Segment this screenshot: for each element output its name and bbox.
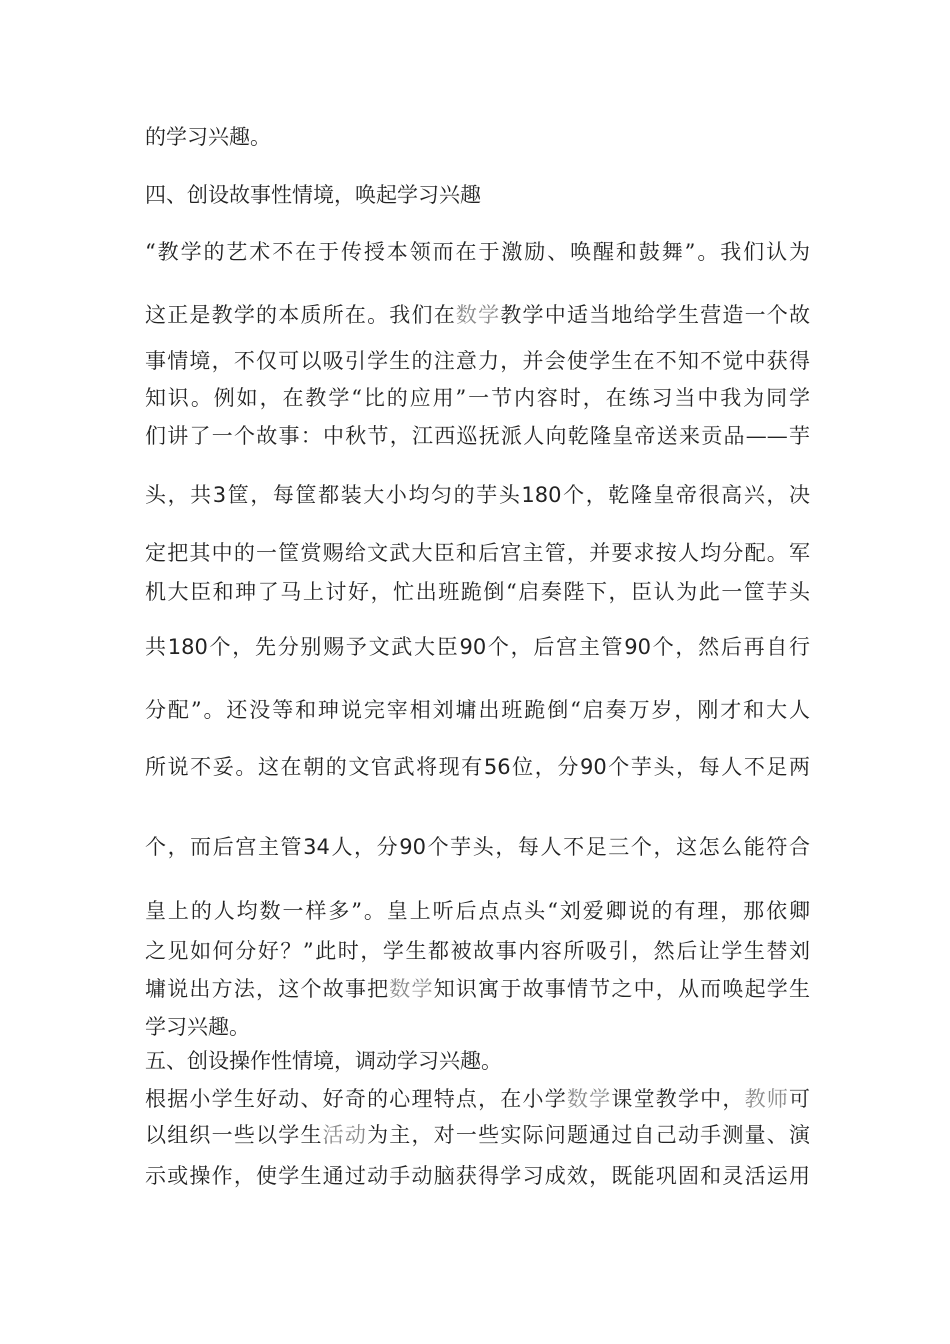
text-segment: 机大臣和珅了马上讨好，忙出班跪倒“启奏陛下，臣认为此一筐芋头 <box>145 580 810 604</box>
text-segment: 皇上的人均数一样多”。皇上听后点点头“刘爱卿说的有理，那依卿 <box>145 899 810 923</box>
text-segment: 知识。例如，在教学“比的应用”一节内容时，在练习当中我为同学 <box>145 386 810 410</box>
text-line <box>145 632 810 662</box>
text-segment: 个，后宫主管 <box>486 635 625 659</box>
text-line <box>145 974 810 1004</box>
text-segment: 个芋头，每人不足两 <box>606 755 811 779</box>
text-line <box>145 695 810 725</box>
text-segment: 学习兴趣。 <box>145 1015 250 1039</box>
text-segment: 为主，对一些实际问题通过自己动手测量、演 <box>367 1123 811 1147</box>
text-line <box>145 300 810 330</box>
number-text: 90 <box>399 835 426 859</box>
text-segment: 共 <box>145 635 168 659</box>
text-segment: 这正是教学的本质所在。我们在 <box>145 303 456 327</box>
text-line <box>145 122 810 152</box>
number-text: 3 <box>212 483 227 507</box>
text-segment: 所说不妥。这在朝的文官武将现有 <box>145 755 484 779</box>
text-segment: 墉说出方法，这个故事把 <box>145 977 390 1001</box>
text-line <box>145 1012 810 1042</box>
text-line <box>145 421 810 451</box>
text-segment: 个，先分别赐予文武大臣 <box>207 635 460 659</box>
text-segment: 个，然后再自行 <box>650 635 811 659</box>
keyword-link[interactable]: 数学 <box>389 977 434 1001</box>
text-segment: 事情境，不仅可以吸引学生的注意力，并会使学生在不知不觉中获得 <box>145 349 810 373</box>
text-line <box>145 480 810 510</box>
text-line <box>145 237 810 267</box>
text-segment: 定把其中的一筐赏赐给文武大臣和后宫主管，并要求按人均分配。军 <box>145 541 810 565</box>
number-text: 90 <box>624 635 651 659</box>
text-segment: 位，分 <box>510 755 580 779</box>
text-line <box>145 832 810 862</box>
text-segment: 个，乾隆皇帝很高兴，决 <box>561 483 811 507</box>
text-segment: 个芋头，每人不足三个，这怎么能符合 <box>425 835 811 859</box>
text-segment: 们讲了一个故事：中秋节，江西巡抚派人向乾隆皇帝送来贡品——芋 <box>145 424 810 448</box>
text-segment: 人，分 <box>329 835 400 859</box>
keyword-link[interactable]: 活动 <box>322 1123 368 1147</box>
text-line <box>145 1161 810 1191</box>
text-line <box>145 1046 810 1076</box>
text-segment: 根据小学生好动、好奇的心理特点，在小学 <box>145 1087 567 1111</box>
text-segment: “教学的艺术不在于传授本领而在于激励、唤醒和鼓舞”。我们认为 <box>145 240 810 264</box>
keyword-link[interactable]: 数学 <box>566 1087 612 1111</box>
text-segment: 知识寓于故事情节之中，从而唤起学生 <box>433 977 811 1001</box>
text-segment: 四、创设故事性情境，唤起学习兴趣 <box>145 183 481 207</box>
text-segment: 之见如何分好？”此时，学生都被故事内容所吸引，然后让学生替刘 <box>145 939 810 963</box>
text-line <box>145 896 810 926</box>
number-text: 90 <box>459 635 487 659</box>
text-segment: 以组织一些以学生 <box>145 1123 323 1147</box>
text-segment: 的学习兴趣。 <box>145 125 271 149</box>
text-segment: 头，共 <box>145 483 213 507</box>
text-line <box>145 180 810 210</box>
text-segment: 五、创设操作性情境，调动学习兴趣。 <box>145 1049 502 1073</box>
keyword-link[interactable]: 教师 <box>744 1087 790 1111</box>
text-line <box>145 1120 810 1150</box>
number-text: 90 <box>579 755 607 779</box>
number-text: 180 <box>167 635 208 659</box>
text-segment: 课堂教学中， <box>611 1087 745 1111</box>
text-line <box>145 936 810 966</box>
number-text: 56 <box>483 755 511 779</box>
keyword-link[interactable]: 数学 <box>455 303 501 327</box>
text-segment: 筐，每筐都装大小均匀的芋头 <box>226 483 522 507</box>
text-line <box>145 1084 810 1114</box>
text-line <box>145 752 810 782</box>
text-segment: 分配”。还没等和珅说完宰相刘墉出班跪倒“启奏万岁，刚才和大人 <box>145 698 810 722</box>
text-segment: 个，而后宫主管 <box>145 835 304 859</box>
text-segment: 可 <box>789 1087 811 1111</box>
text-line <box>145 577 810 607</box>
text-line <box>145 538 810 568</box>
text-line <box>145 346 810 376</box>
text-line <box>145 383 810 413</box>
text-segment: 教学中适当地给学生营造一个故 <box>500 303 811 327</box>
number-text: 34 <box>303 835 330 859</box>
text-segment: 示或操作，使学生通过动手动脑获得学习成效，既能巩固和灵活运用 <box>145 1164 810 1188</box>
number-text: 180 <box>521 483 562 507</box>
